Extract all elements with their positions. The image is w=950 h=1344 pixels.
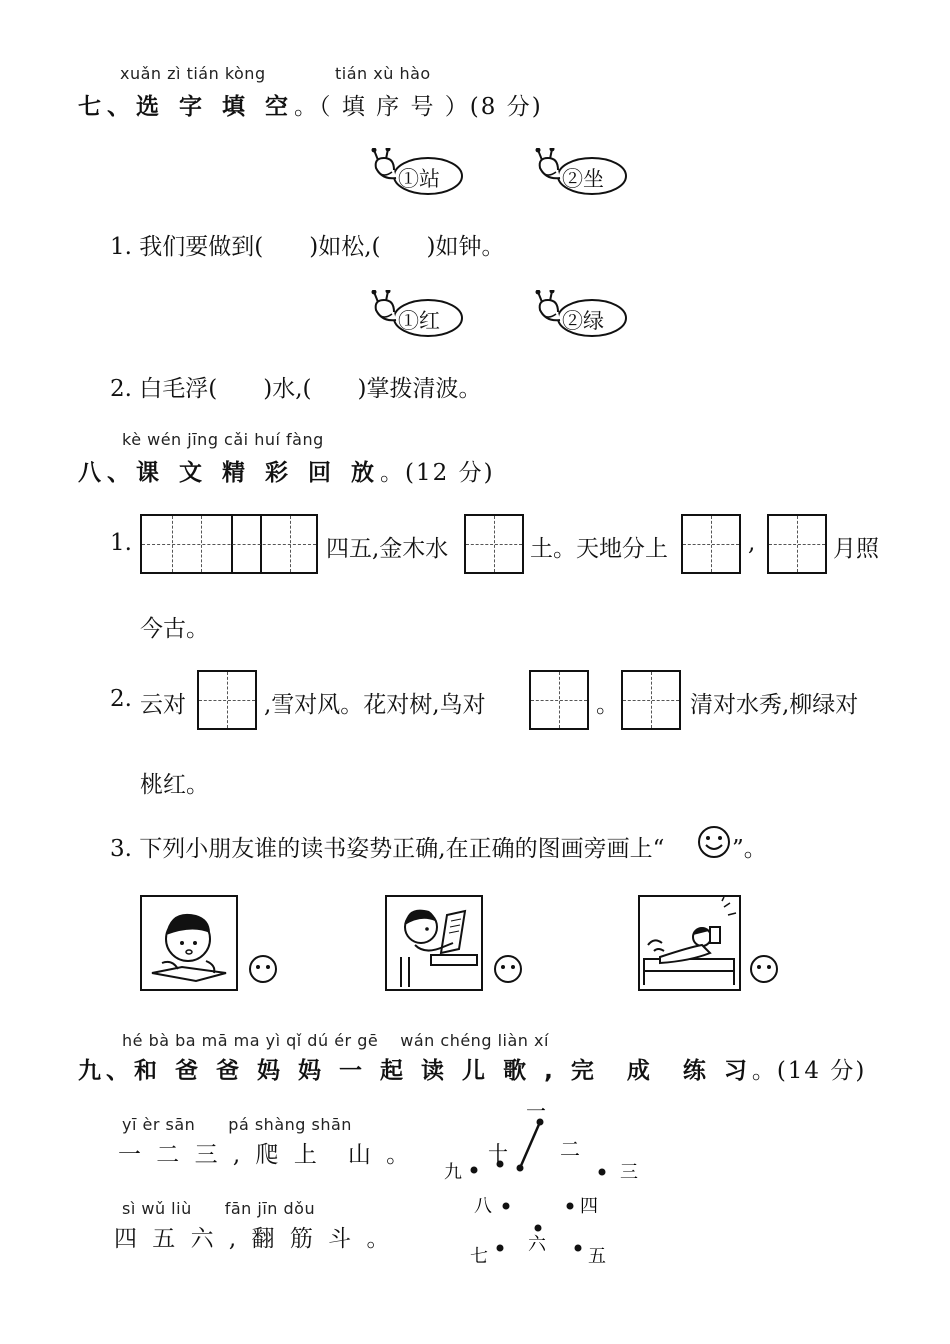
dot-8[interactable] (503, 1203, 510, 1210)
child-reading-icon (387, 897, 481, 989)
q3-text-a: 3. 下列小朋友谁的读书姿势正确,在正确的图画旁画上“ (110, 836, 665, 862)
q2-text-a: 云对 (140, 692, 186, 718)
q1-text-c: , (748, 530, 756, 556)
q1-text-d: 月照 (833, 536, 879, 562)
dot-label: 八 (474, 1196, 492, 1217)
sec7-pinyin-b: tián xù hào (335, 64, 431, 83)
dot-label: 七 (470, 1246, 488, 1267)
child-reading-icon (142, 897, 236, 989)
answer-box[interactable] (529, 670, 589, 730)
smiley-icon (696, 824, 732, 860)
snail-option-2: ②坐 (562, 167, 604, 191)
q1-text-b: 土。天地分上 (530, 536, 668, 562)
q1-text-e: 今古。 (140, 616, 209, 642)
connect-line (520, 1122, 540, 1168)
dot-label: 十 (488, 1141, 508, 1165)
dot-label: 一 (526, 1100, 546, 1123)
sec7-question-2: 2. 白毛浮( )水,( )掌拨清波。 (110, 376, 482, 402)
snail-option-1: ①红 (398, 309, 440, 333)
answer-box[interactable] (197, 670, 257, 730)
q2-text-c: 。 (596, 692, 619, 718)
poem-line-1: 一 二 三 , 爬 上 山 。 (118, 1142, 414, 1168)
sec7-pinyin-a: xuǎn zì tián kòng (120, 64, 266, 83)
dot-label: 四 (580, 1196, 598, 1217)
reading-posture-picture-3[interactable] (638, 895, 741, 991)
connect-dots-puzzle[interactable] (440, 1100, 660, 1270)
answer-box[interactable] (464, 514, 524, 574)
dot-5[interactable] (575, 1245, 582, 1252)
snail-option-1: ①站 (398, 167, 440, 191)
dot-6[interactable] (535, 1225, 542, 1232)
q2-text-d: 清对水秀,柳绿对 (690, 692, 859, 718)
answer-box[interactable] (681, 514, 741, 574)
dot-label: 二 (560, 1137, 580, 1161)
dot-label: 三 (620, 1162, 638, 1183)
dot-label: 五 (588, 1246, 606, 1267)
reading-posture-picture-1[interactable] (140, 895, 238, 991)
sec7-heading-text: 七、选 字 填 空 (78, 94, 295, 120)
answer-box-4char[interactable] (140, 514, 318, 574)
sec7-question-1: 1. 我们要做到( )如松,( )如钟。 (110, 234, 505, 260)
smiley-answer-icon[interactable] (492, 953, 524, 985)
sec8-heading-text: 八、课 文 精 彩 回 放 (78, 460, 381, 486)
dot-2[interactable] (517, 1165, 524, 1172)
poem-2-pinyin: sì wǔ liù fān jīn dǒu (122, 1199, 316, 1218)
q2-number: 2. (110, 686, 132, 712)
q1-number: 1. (110, 530, 132, 556)
sec7-heading (78, 88, 543, 121)
sec8-pinyin: kè wén jīng cǎi huí fàng (122, 430, 324, 449)
q3-text-b: ”。 (732, 836, 767, 862)
sec7-heading-score: 。（ 填 序 号 ）(8 分) (294, 94, 543, 120)
sec9-pinyin: hé bà ba mā ma yì qǐ dú ér gē wán chéng liàn xí (122, 1031, 549, 1050)
child-lying-reading-icon (640, 897, 739, 989)
dot-label: 六 (528, 1234, 546, 1255)
sec9-heading-score: 。(14 分) (751, 1058, 867, 1084)
dot-label: 九 (444, 1162, 462, 1183)
poem-1-pinyin: yī èr sān pá shàng shān (122, 1115, 352, 1134)
sec9-heading (78, 1052, 866, 1085)
reading-posture-picture-2[interactable] (385, 895, 483, 991)
dot-4[interactable] (567, 1203, 574, 1210)
answer-box[interactable] (621, 670, 681, 730)
smiley-answer-icon[interactable] (748, 953, 780, 985)
dot-9[interactable] (471, 1167, 478, 1174)
snail-option-2: ②绿 (562, 309, 604, 333)
dot-3[interactable] (599, 1169, 606, 1176)
smiley-answer-icon[interactable] (247, 953, 279, 985)
sec9-heading-text: 九、和 爸 爸 妈 妈 一 起 读 儿 歌 , 完 成 练 习 (78, 1058, 752, 1084)
q1-text-a: 四五,金木水 (326, 536, 449, 562)
q2-text-b: ,雪对风。花对树,鸟对 (264, 692, 486, 718)
dot-7[interactable] (497, 1245, 504, 1252)
answer-box[interactable] (767, 514, 827, 574)
q2-text-e: 桃红。 (140, 772, 209, 798)
sec8-heading (78, 454, 495, 487)
poem-line-2: 四 五 六 , 翻 筋 斗 。 (114, 1226, 394, 1252)
sec8-heading-score: 。(12 分) (380, 460, 495, 486)
